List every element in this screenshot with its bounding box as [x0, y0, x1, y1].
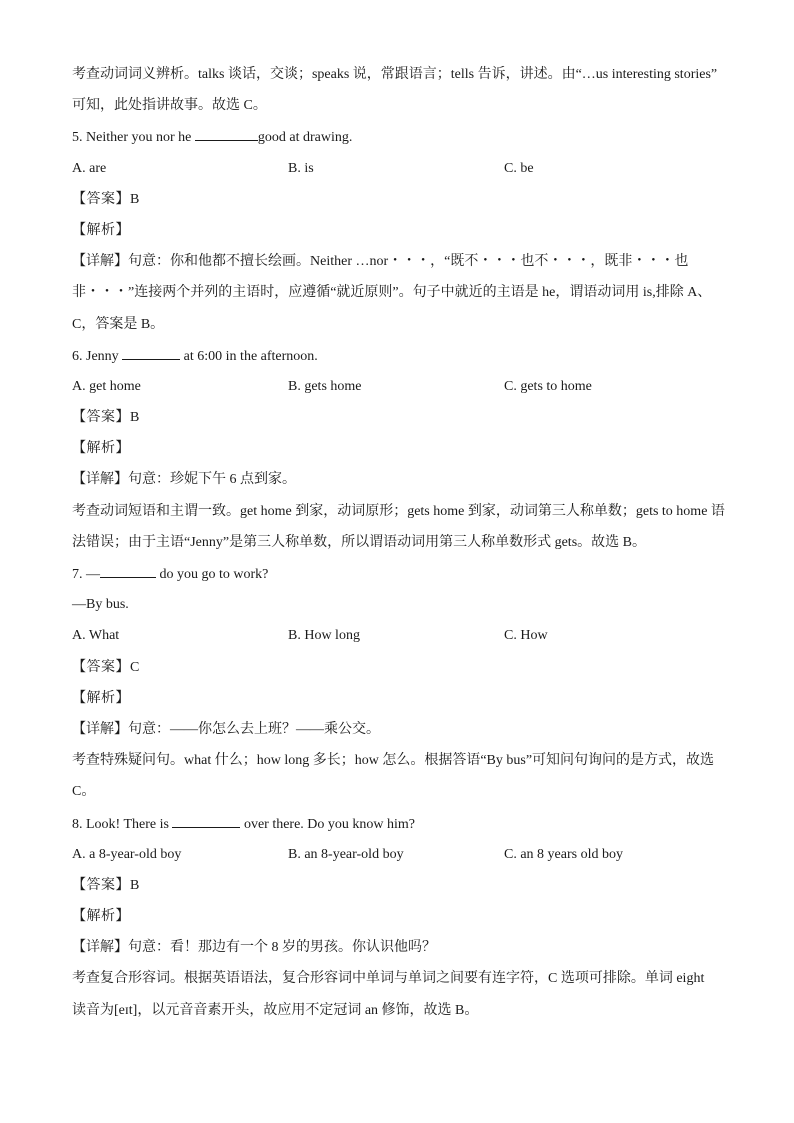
answer-label: 【答案】B [72, 877, 140, 893]
detail-line: C。 [72, 784, 96, 800]
detail-line: 考查复合形容词。根据英语语法，复合形容词中单词与单词之间要有连字符，C 选项可排除。单词 eight [72, 971, 705, 987]
options-row [72, 158, 732, 189]
options-row [72, 376, 732, 407]
analysis-label: 【解析】 [72, 441, 130, 457]
detail-line: 【详解】句意：看！那边有一个 8 岁的男孩。你认识他吗？ [72, 940, 436, 956]
detail-line: 【详解】句意：你和他都不擅长绘画。Neither …nor・・・，“既不・・・也不・・・，既非・・・也 [72, 254, 689, 270]
stem-text: 6. Jenny [72, 348, 123, 364]
option-c: C. How [504, 628, 548, 644]
answer-label: 【答案】B [72, 410, 140, 426]
stem-text: good at drawing. [257, 130, 353, 146]
option-b: B. How long [288, 628, 360, 644]
answer-blank [122, 345, 180, 360]
option-a: A. a 8-year-old boy [72, 846, 182, 862]
document-page [72, 64, 732, 1031]
analysis-label: 【解析】 [72, 909, 130, 925]
option-c: C. be [504, 160, 534, 176]
analysis-label: 【解析】 [72, 690, 130, 706]
detail-line: C，答案是 B。 [72, 316, 165, 332]
option-c: C. an 8 years old boy [504, 846, 623, 862]
stem-text: 5. Neither you nor he [72, 130, 195, 146]
options-row [72, 625, 732, 656]
stem-text: over there. Do you know him? [240, 816, 416, 832]
detail-line: 【详解】句意：——你怎么去上班？——乘公交。 [72, 721, 380, 737]
detail-line: 非・・・”连接两个并列的主语时，应遵循“就近原则”。句子中就近的主语是 he，谓语动词用 is,排除 A、 [72, 285, 712, 301]
answer-blank [195, 126, 258, 141]
question-stem [72, 126, 732, 157]
option-a: A. What [72, 628, 120, 644]
detail-line: 考查特殊疑问句。what 什么；how long 多长；how 怎么。根据答语“By bus”可知问句询问的是方式，故选 [72, 753, 715, 769]
detail-line: 法错误；由于主语“Jenny”是第三人称单数，所以谓语动词用第三人称单数形式 gets。故选 B。 [72, 534, 646, 550]
option-a: A. get home [72, 378, 141, 394]
stem-text: 8. Look! There is [72, 816, 173, 832]
detail-line: 【详解】句意：珍妮下午 6 点到家。 [72, 472, 296, 488]
option-c: C. gets to home [504, 378, 592, 394]
answer-label: 【答案】C [72, 659, 140, 675]
stem-text: 7. — [72, 567, 100, 582]
dialogue-reply: —By bus. [72, 597, 129, 613]
analysis-label: 【解析】 [72, 222, 130, 238]
option-b: B. gets home [288, 378, 362, 394]
detail-line: 读音为[eɪt]，以元音音素开头，故应用不定冠词 an 修饰，故选 B。 [72, 1002, 479, 1018]
options-row [72, 844, 732, 875]
answer-blank [100, 563, 156, 578]
option-a: A. are [72, 160, 107, 176]
option-b: B. is [288, 160, 314, 176]
answer-blank [172, 813, 240, 828]
question-stem [72, 813, 732, 844]
explanation-line: 考查动词词义辨析。talks 谈话，交谈；speaks 说，常跟语言；tells 告诉，讲述。由“…us interesting stories” [72, 67, 718, 82]
option-b: B. an 8-year-old boy [288, 846, 404, 862]
stem-text: do you go to work? [156, 567, 269, 582]
answer-label: 【答案】B [72, 191, 140, 207]
detail-line: 考查动词短语和主谓一致。get home 到家，动词原形；gets home 到家，动词第三人称单数；gets to home 语 [72, 503, 725, 519]
stem-text: at 6:00 in the afternoon. [180, 348, 318, 364]
explanation-line: 可知，此处指讲故事。故选 C。 [72, 98, 267, 114]
question-stem [72, 345, 732, 376]
question-stem [72, 563, 732, 594]
